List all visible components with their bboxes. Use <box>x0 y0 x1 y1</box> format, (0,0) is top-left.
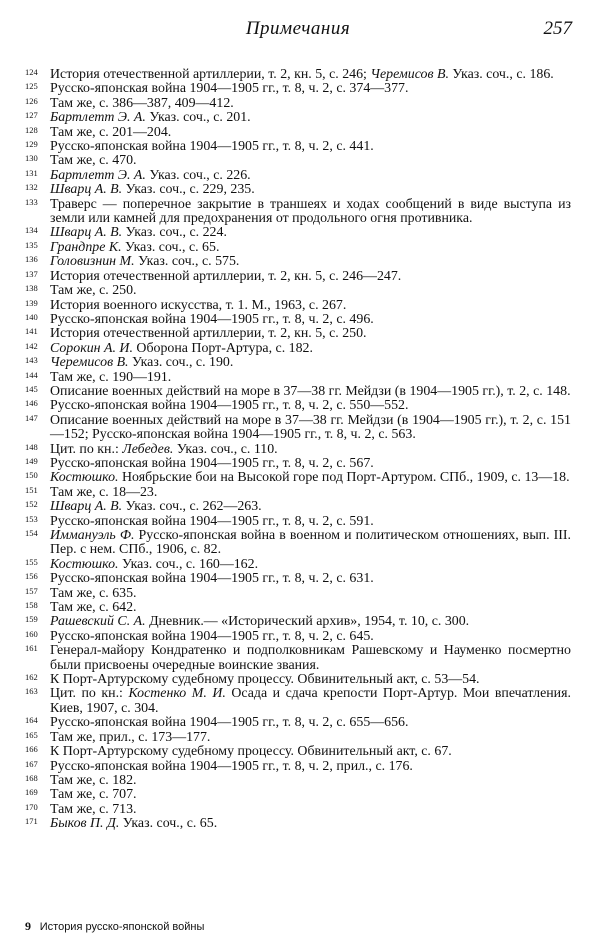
note-text-run: Указ. соч., с. 190. <box>128 355 234 371</box>
note-number: 139 <box>25 297 38 308</box>
note-number: 137 <box>25 268 38 279</box>
note-number: 148 <box>25 441 38 452</box>
note-text-run: К Порт-Артурскому судебному процессу. Обвинительный акт, с. 53—54. <box>50 672 480 688</box>
note-item <box>25 371 571 385</box>
note-text-run: Осада и сдача крепости Порт-Артур. Мои впечатления. Киев, 1907, с. 304. <box>50 686 571 716</box>
note-text-run: Там же, с. 250. <box>50 283 137 299</box>
note-text-run: Русско-японская война в военном и политическом отношениях, вып. III. Пер. с нем. СПб., 1906, с. 82. <box>50 528 571 558</box>
note-number: 151 <box>25 484 38 495</box>
note-text-run: Траверс — поперечное закрытие в траншеях и ходах сообщений в виде выступа из земли или камней для предохранения от продольного огня противника. <box>50 196 571 227</box>
note-text-run: Указ. соч., с. 229, 235. <box>122 182 255 198</box>
note-number: 131 <box>25 167 38 178</box>
note-text <box>50 787 137 802</box>
note-item <box>25 644 571 673</box>
note-item <box>25 572 571 586</box>
note-item <box>25 82 571 96</box>
note-number: 143 <box>25 355 38 366</box>
note-number: 155 <box>25 556 38 567</box>
note-text-run: Генерал-майору Кондратенко и подполковникам Рашевскому и Науменко посмертно были присвоены очередные воинские звания. <box>50 643 571 673</box>
note-text-run: Там же, с. 182. <box>50 772 137 788</box>
note-text <box>50 153 137 168</box>
note-text <box>50 341 313 356</box>
note-text <box>50 384 571 399</box>
note-item <box>25 774 571 788</box>
note-number: 127 <box>25 110 38 121</box>
note-item <box>25 299 571 313</box>
note-item <box>25 169 571 183</box>
note-text-run: Русско-японская война 1904—1905 гг., т. 8, ч. 2, с. 374—377. <box>50 81 409 97</box>
note-author: Быков П. Д. <box>50 816 120 832</box>
note-text-run: Описание военных действий на море в 37—38 гг. Мейдзи (в 1904—1905 гг.), т. 2, с. 148. <box>50 383 571 399</box>
note-item <box>25 313 571 327</box>
note-text <box>50 370 171 385</box>
note-item <box>25 111 571 125</box>
note-text <box>50 67 554 82</box>
note-text-run: Русско-японская война 1904—1905 гг., т. 8, ч. 2, с. 567. <box>50 455 374 471</box>
note-number: 125 <box>25 81 38 92</box>
note-text <box>50 571 374 586</box>
note-text-run: Оборона Порт-Артура, с. 182. <box>132 340 313 356</box>
note-text-run: История военного искусства, т. 1. М., 1963, с. 267. <box>50 297 347 313</box>
note-number: 164 <box>25 715 38 726</box>
note-text-run: Указ. соч., с. 262—263. <box>122 499 262 515</box>
note-text-run: Там же, с. 707. <box>50 787 137 803</box>
note-text <box>50 744 452 759</box>
note-number: 145 <box>25 383 38 394</box>
note-item <box>25 529 571 558</box>
note-item <box>25 241 571 255</box>
note-item <box>25 255 571 269</box>
note-item <box>25 745 571 759</box>
note-text <box>50 225 227 240</box>
note-author: Грандпре К. <box>50 239 122 255</box>
page-header <box>24 18 572 42</box>
note-text-run: Русско-японская война 1904—1905 гг., т. 8, ч. 2, с. 550—552. <box>50 398 409 414</box>
note-text <box>50 470 570 485</box>
note-number: 162 <box>25 672 38 683</box>
note-number: 169 <box>25 787 38 798</box>
note-text <box>50 759 413 774</box>
note-author: Шварц А. В. <box>50 499 123 515</box>
note-text <box>50 442 278 457</box>
note-text-run: Цит. по кн.: <box>50 441 123 457</box>
note-item <box>25 486 571 500</box>
note-item <box>25 284 571 298</box>
note-text <box>50 240 219 255</box>
note-number: 132 <box>25 182 38 193</box>
note-number: 167 <box>25 758 38 769</box>
note-author: Костюшко. <box>50 470 119 486</box>
note-item <box>25 97 571 111</box>
note-text <box>50 730 210 745</box>
note-text-run: Русско-японская война 1904—1905 гг., т. 8, ч. 2, с. 496. <box>50 311 374 327</box>
note-item <box>25 630 571 644</box>
note-text <box>50 96 234 111</box>
note-item <box>25 817 571 831</box>
note-text <box>50 355 233 370</box>
note-text-run: Дневник.— «Исторический архив», 1954, т. 10, с. 300. <box>145 614 470 630</box>
note-text-run: Русско-японская война 1904—1905 гг., т. 8, ч. 2, прил., с. 176. <box>50 758 413 774</box>
note-text-run: Указ. соч., с. 575. <box>134 254 240 270</box>
note-text-run: Указ. соч., с. 224. <box>122 225 227 241</box>
note-item <box>25 788 571 802</box>
note-number: 130 <box>25 153 38 164</box>
note-author: Иммануэль Ф. <box>50 528 135 543</box>
note-item <box>25 327 571 341</box>
note-text-run: Там же, с. 201—204. <box>50 124 172 140</box>
page-number: 257 <box>543 18 572 39</box>
note-text <box>50 557 258 572</box>
note-text <box>50 614 469 629</box>
note-number: 140 <box>25 311 38 322</box>
note-item <box>25 601 571 615</box>
note-text <box>50 413 571 442</box>
note-item <box>25 140 571 154</box>
note-item <box>25 515 571 529</box>
note-text <box>50 643 571 672</box>
note-text <box>50 773 137 788</box>
note-number: 124 <box>25 67 38 77</box>
note-text-run: Указ. соч., с. 65. <box>121 239 220 255</box>
note-number: 133 <box>25 196 38 207</box>
note-number: 147 <box>25 412 38 423</box>
note-text-run: Там же, с. 713. <box>50 801 137 817</box>
note-author: Лебедев. <box>122 441 174 457</box>
note-text-run: Там же, с. 470. <box>50 153 137 169</box>
note-number: 159 <box>25 614 38 625</box>
note-item <box>25 356 571 370</box>
note-item <box>25 471 571 485</box>
note-text <box>50 600 137 615</box>
note-text <box>50 802 137 817</box>
note-text-run: Указ. соч., с. 110. <box>173 441 278 457</box>
note-text-run: Ноябрьские бои на Высокой горе под Порт-Артуром. СПб., 1909, с. 13—18. <box>118 470 570 486</box>
note-text-run: Там же, прил., с. 173—177. <box>50 729 211 745</box>
note-text-run: История отечественной артиллерии, т. 2, кн. 5, с. 246; <box>50 67 371 82</box>
note-text <box>50 182 255 197</box>
note-author: Костюшко. <box>50 556 119 572</box>
note-number: 160 <box>25 628 38 639</box>
note-number: 138 <box>25 283 38 294</box>
note-text <box>50 110 251 125</box>
note-author: Черемисов В. <box>50 355 129 371</box>
note-text-run: Указ. соч., с. 65. <box>119 816 218 832</box>
note-item <box>25 587 571 601</box>
page-title: Примечания <box>245 18 351 39</box>
note-item <box>25 226 571 240</box>
note-item <box>25 673 571 687</box>
note-text <box>50 197 571 226</box>
note-item <box>25 342 571 356</box>
note-number: 129 <box>25 139 38 150</box>
note-text-run: Русско-японская война 1904—1905 гг., т. 8, ч. 2, с. 655—656. <box>50 715 409 731</box>
note-text <box>50 283 137 298</box>
note-number: 152 <box>25 499 38 510</box>
note-number: 163 <box>25 686 38 697</box>
note-text-run: Цит. по кн.: <box>50 686 129 702</box>
note-number: 136 <box>25 254 38 265</box>
note-text-run: Там же, с. 635. <box>50 585 137 601</box>
note-text <box>50 485 157 500</box>
note-number: 158 <box>25 600 38 611</box>
note-text-run: К Порт-Артурскому судебному процессу. Обвинительный акт, с. 67. <box>50 744 452 760</box>
note-item <box>25 500 571 514</box>
note-item <box>25 760 571 774</box>
note-author: Шварц А. В. <box>50 182 123 198</box>
note-text <box>50 312 374 327</box>
note-item <box>25 126 571 140</box>
note-text <box>50 672 480 687</box>
note-number: 128 <box>25 124 38 135</box>
note-item <box>25 558 571 572</box>
footer-title: История русско-японской войны <box>39 921 205 933</box>
note-number: 134 <box>25 225 38 236</box>
note-text <box>50 816 217 831</box>
note-author: Шварц А. В. <box>50 225 123 241</box>
note-text-run: Русско-японская война 1904—1905 гг., т. 8, ч. 2, с. 441. <box>50 139 374 155</box>
note-item <box>25 385 571 399</box>
note-item <box>25 270 571 284</box>
note-item <box>25 803 571 817</box>
note-number: 165 <box>25 729 38 740</box>
note-number: 144 <box>25 369 38 380</box>
note-number: 154 <box>25 528 38 538</box>
note-text <box>50 528 571 557</box>
note-text-run: Указ. соч., с. 186. <box>448 67 554 82</box>
note-item <box>25 198 571 227</box>
note-text-run: Указ. соч., с. 160—162. <box>118 556 259 572</box>
note-item <box>25 457 571 471</box>
note-number: 166 <box>25 744 38 755</box>
note-text <box>50 254 239 269</box>
note-text-run: Там же, с. 642. <box>50 600 137 616</box>
note-text <box>50 269 401 284</box>
note-text <box>50 398 408 413</box>
note-number: 150 <box>25 470 38 481</box>
note-item <box>25 443 571 457</box>
note-text <box>50 456 374 471</box>
note-text <box>50 686 571 715</box>
note-text-run: Русско-японская война 1904—1905 гг., т. 8, ч. 2, с. 591. <box>50 513 374 529</box>
note-author: Головизнин М. <box>50 254 135 270</box>
note-text <box>50 298 346 313</box>
note-text <box>50 629 374 644</box>
note-text <box>50 125 171 140</box>
note-text <box>50 326 367 341</box>
note-text-run: Там же, с. 386—387, 409—412. <box>50 95 234 111</box>
note-number: 156 <box>25 571 38 582</box>
note-text-run: Описание военных действий на море в 37—38 гг. Мейдзи (в 1904—1905 гг.), т. 2, с. 151—152; Русско-японская война 1904—1905 гг., т. 8, ч. 2, с. 563. <box>50 412 571 443</box>
note-item <box>25 154 571 168</box>
note-number: 149 <box>25 455 38 466</box>
note-text-run: Там же, с. 190—191. <box>50 369 172 385</box>
note-author: Черемисов В. <box>370 67 449 82</box>
note-text-run: Русско-японская война 1904—1905 гг., т. 8, ч. 2, с. 645. <box>50 628 374 644</box>
note-text <box>50 715 408 730</box>
note-number: 141 <box>25 326 38 337</box>
note-text-run: Указ. соч., с. 201. <box>145 110 251 126</box>
note-text-run: Указ. соч., с. 226. <box>145 167 251 183</box>
page-footer <box>25 920 204 933</box>
note-author: Костенко М. И. <box>128 686 226 702</box>
note-text <box>50 499 262 514</box>
note-item <box>25 399 571 413</box>
note-number: 161 <box>25 643 38 654</box>
note-item <box>25 731 571 745</box>
note-number: 170 <box>25 801 38 812</box>
note-author: Бартлетт Э. А. <box>50 110 146 126</box>
notes-list <box>25 68 571 832</box>
note-number: 168 <box>25 772 38 783</box>
note-text <box>50 514 374 529</box>
note-text <box>50 81 408 96</box>
note-item <box>25 183 571 197</box>
note-number: 153 <box>25 513 38 524</box>
note-text-run: История отечественной артиллерии, т. 2, кн. 5, с. 246—247. <box>50 268 402 284</box>
note-text-run: Русско-японская война 1904—1905 гг., т. 8, ч. 2, с. 631. <box>50 571 374 587</box>
note-item <box>25 716 571 730</box>
note-author: Рашевский С. А. <box>50 614 146 630</box>
note-text <box>50 168 251 183</box>
note-text <box>50 586 137 601</box>
note-number: 171 <box>25 816 38 827</box>
note-text-run: История отечественной артиллерии, т. 2, кн. 5, с. 250. <box>50 326 367 342</box>
note-item <box>25 615 571 629</box>
note-number: 135 <box>25 239 38 250</box>
note-number: 146 <box>25 398 38 409</box>
note-text-run: Там же, с. 18—23. <box>50 484 158 500</box>
note-item <box>25 687 571 716</box>
note-item <box>25 414 571 443</box>
note-number: 126 <box>25 95 38 106</box>
note-text <box>50 139 374 154</box>
note-item <box>25 68 571 82</box>
note-number: 157 <box>25 585 38 596</box>
note-number: 142 <box>25 340 38 351</box>
note-author: Бартлетт Э. А. <box>50 167 146 183</box>
note-author: Сорокин А. И. <box>50 340 133 356</box>
signature-mark: 9 <box>25 919 31 933</box>
